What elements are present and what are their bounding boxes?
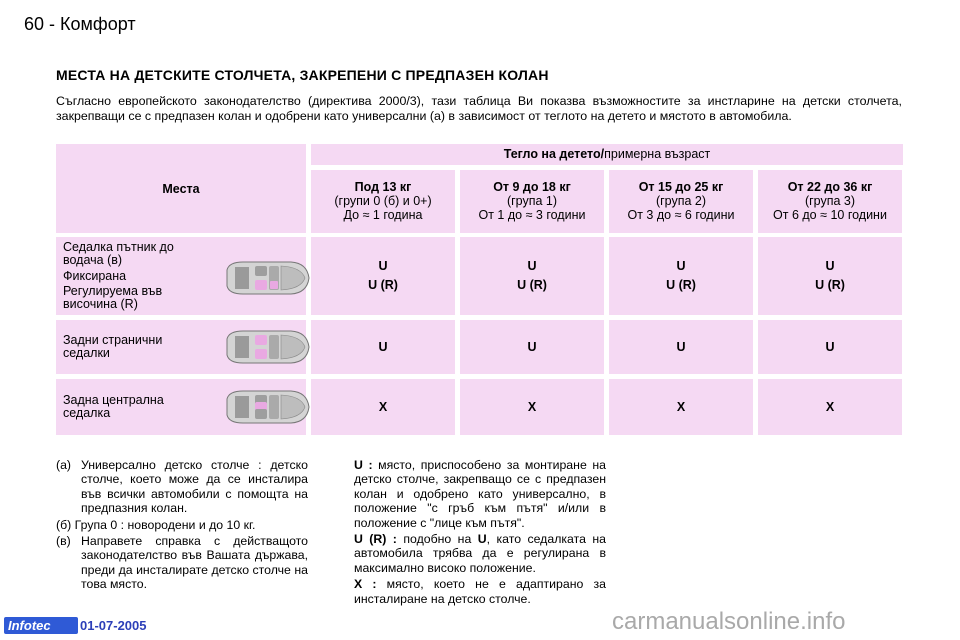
group-header-0 bbox=[311, 170, 455, 233]
value-text: U bbox=[676, 339, 686, 354]
section-title: МЕСТА НА ДЕТСКИТЕ СТОЛЧЕТА, ЗАКРЕПЕНИ С ПРЕДПАЗЕН КОЛАН bbox=[56, 67, 549, 83]
row-label-rear-center bbox=[56, 379, 306, 435]
value-text: U bbox=[527, 259, 537, 273]
row-label-line: Задна централна седалка bbox=[63, 393, 164, 420]
value-text: U bbox=[378, 339, 388, 354]
group-label: (група 1) bbox=[506, 194, 558, 208]
group-header-1 bbox=[460, 170, 604, 233]
value-cell bbox=[758, 320, 902, 374]
value-text: U bbox=[676, 259, 686, 273]
legend-key: U bbox=[477, 532, 487, 547]
footnotes-left bbox=[56, 458, 308, 592]
value-cell bbox=[460, 237, 604, 315]
footnote-text: Универсално детско столче : детско столче, което може да се инсталира във всички автомобили с помощта на предпазния колан. bbox=[81, 458, 308, 516]
weight-header-bold: Тегло на детето/ bbox=[503, 147, 605, 161]
value-text: U (R) bbox=[517, 278, 547, 292]
footnote-marker: (в) bbox=[56, 534, 71, 549]
footnote-c bbox=[56, 534, 308, 592]
group-age: От 3 до ≈ 6 години bbox=[627, 208, 735, 222]
group-weight: Под 13 кг bbox=[354, 180, 412, 194]
value-cell bbox=[609, 379, 753, 435]
footnote-b: (б) Група 0 : новородени и до 10 кг. bbox=[56, 517, 256, 532]
value-text: U bbox=[527, 339, 537, 354]
row-label-rear-side bbox=[56, 320, 306, 374]
car-front-passenger-icon bbox=[221, 258, 311, 298]
legend-key: X : bbox=[354, 577, 377, 592]
row-label-line: Регулируема във височина (R) bbox=[63, 284, 163, 311]
legend-u bbox=[354, 458, 606, 530]
places-header: Места bbox=[56, 144, 306, 233]
group-label: (група 3) bbox=[804, 194, 856, 208]
value-text: U bbox=[825, 259, 835, 273]
legend-x bbox=[354, 577, 606, 606]
value-cell bbox=[460, 379, 604, 435]
legend-key: U : bbox=[354, 458, 373, 472]
value-cell bbox=[609, 320, 753, 374]
group-header-3 bbox=[758, 170, 902, 233]
group-age: От 6 до ≈ 10 години bbox=[773, 208, 887, 222]
value-text: X bbox=[825, 399, 835, 414]
row-label-line: Задни странични седалки bbox=[63, 333, 163, 360]
value-cell bbox=[758, 237, 902, 315]
car-rear-side-icon bbox=[221, 327, 311, 367]
weight-header bbox=[311, 144, 903, 165]
legend-text: , като седалката на автомобила трябва да е регулирана в максимално високо положение. bbox=[354, 532, 606, 575]
value-cell bbox=[311, 237, 455, 315]
group-label: (група 2) bbox=[655, 194, 707, 208]
legend-text: място, приспособено за монтиране на детско столче, закрепващо се с предпазен колан и одобрено като универсално, в положение "с гръб към пътя" и/или в положение с "лице към пътя". bbox=[354, 458, 606, 530]
row-label-line: Седалка пътник до водача (в) bbox=[63, 240, 174, 267]
footnote-marker: (а) bbox=[56, 458, 72, 472]
intro-paragraph: Съгласно европейското законодателство (директива 2000/3), тази таблица Ви показва възможностите за инстларине на детски столчета, закрепващи се с предпазен колан и одобрени като универсални (а) в зависимост от теглото на детето и мястото в автомобила. bbox=[56, 94, 902, 123]
value-text: X bbox=[676, 399, 686, 414]
footnote-text: Направете справка с действащото законодателство във Вашата държава, преди да инсталирате детско столче на това място. bbox=[81, 534, 308, 592]
value-cell bbox=[311, 320, 455, 374]
value-text: X bbox=[378, 399, 388, 414]
value-text: X bbox=[527, 399, 537, 414]
value-cell bbox=[609, 237, 753, 315]
value-cell bbox=[758, 379, 902, 435]
legend-text: място, което не е адаптирано за инсталиране на детско столче. bbox=[354, 577, 606, 606]
group-weight: От 22 до 36 кг bbox=[787, 180, 873, 194]
group-header-2 bbox=[609, 170, 753, 233]
value-text: U (R) bbox=[666, 278, 696, 292]
row-label-line: Фиксирана bbox=[63, 269, 127, 283]
legend-ur bbox=[354, 532, 606, 575]
group-age: До ≈ 1 година bbox=[343, 208, 423, 222]
value-cell bbox=[460, 320, 604, 374]
row-label-front-passenger bbox=[56, 237, 306, 315]
footer-date: 01-07-2005 bbox=[80, 618, 147, 633]
group-weight: От 15 до 25 кг bbox=[638, 180, 724, 194]
value-text: U bbox=[378, 259, 388, 273]
watermark: carmanualsonline.info bbox=[612, 608, 846, 635]
weight-header-rest: примерна възраст bbox=[604, 147, 711, 161]
value-cell bbox=[311, 379, 455, 435]
group-age: От 1 до ≈ 3 години bbox=[478, 208, 586, 222]
legend-key: U (R) : bbox=[354, 532, 397, 547]
car-rear-center-icon bbox=[221, 387, 311, 427]
legend-text: подобно на bbox=[396, 532, 478, 547]
infotec-logo: Infotec bbox=[4, 617, 78, 634]
page-title: 60 - Комфорт bbox=[24, 14, 136, 34]
legend-column bbox=[354, 458, 606, 606]
group-weight: От 9 до 18 кг bbox=[493, 180, 571, 194]
value-text: U (R) bbox=[368, 278, 398, 292]
group-label: (групи 0 (б) и 0+) bbox=[334, 194, 432, 208]
value-text: U (R) bbox=[815, 278, 845, 292]
value-text: U bbox=[825, 339, 835, 354]
footnote-a bbox=[56, 458, 308, 516]
